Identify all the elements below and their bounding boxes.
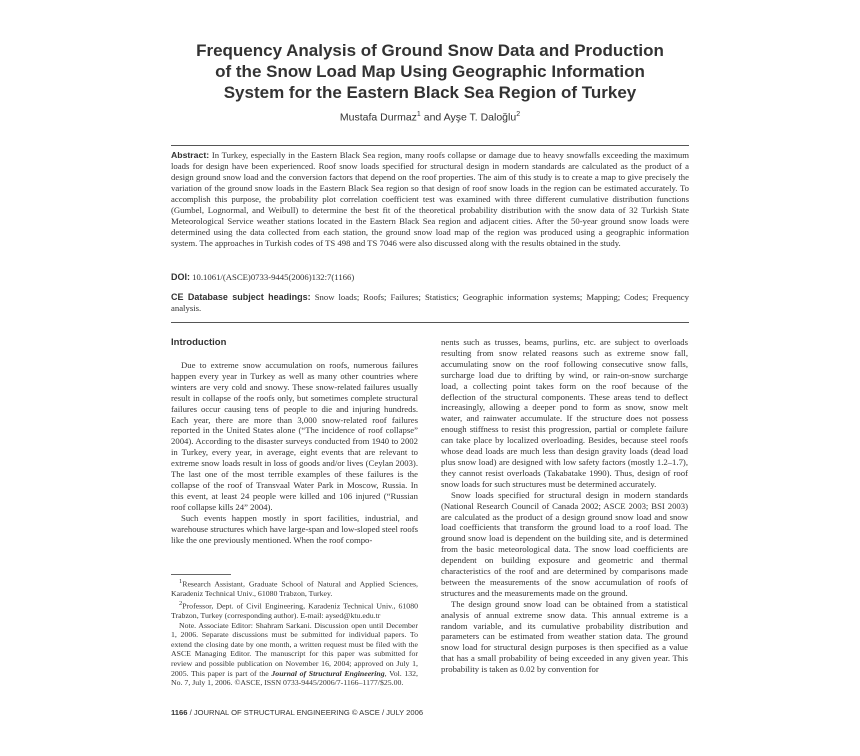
footer-journal: / JOURNAL OF STRUCTURAL ENGINEERING © ASCE / JULY 2006 (187, 708, 424, 717)
author-line (0, 111, 860, 124)
author-2: Ayşe T. Daloğlu (443, 111, 517, 124)
author-1-affiliation: 1 (416, 111, 421, 118)
doi-value: 10.1061/(ASCE)0733-9445(2006)132:7(1166) (192, 272, 355, 282)
paragraph: Snow loads specified for structural design in modern standards (National Research Council of Canada 2002; ASCE 2003; BSI 2003) are calculated as the product of a design ground snow load and snow load coefficients that transform the ground load to a roof load. The ground snow load is dependent on the building site, and is determined from the basic meteorological data. The snow load coefficients are dependent on building exposure and geometric and thermal characteristics of the roof and are determined by comparisons made between the measurements of the snow accumulation of roofs of structures and the measurements made on the ground. (441, 489, 688, 598)
footnote-2-text: Professor, Dept. of Civil Engineering, Karadeniz Technical Univ., 61080 Trabzon, Turkey (corresponding author). E-mail: aysed@ktu.edu.tr (171, 601, 418, 620)
ce-database-label: CE Database subject headings: (171, 292, 311, 302)
abstract-top-rule (171, 145, 689, 146)
author-2-affiliation: 2 (516, 111, 521, 118)
paragraph: The design ground snow load can be obtained from a statistical analysis of annual extreme snow data. This annual extreme is a random variable, and its cumulative probability distribution and parameters can be estimated from weather station data. The ground snow load for structural design purposes is then specified as a value that has a small probability of being exceeded in any given year. This probability is taken as 0.02 by convention for (441, 598, 688, 675)
paper-title (0, 40, 860, 103)
footnote-1-marker: 1 (179, 578, 183, 585)
editorial-note-text: Note. Associate Editor: Shahram Sarkani. Discussion open until December 1, 2006. Separate discussions must be submitted for individual papers. To extend the closing date by one month, a written request must be filed with the ASCE Managing Editor. The manuscript for this paper was submitted for review and possible publication on November 16, 2004; approved on July 1, 2005. This paper is part of the (171, 620, 418, 678)
title-line-1: Frequency Analysis of Ground Snow Data and Production (196, 41, 664, 60)
journal-name: Journal of Structural Engineering (271, 668, 385, 678)
footnote-1 (171, 577, 418, 599)
page-number: 1166 (171, 708, 188, 717)
paragraph: nents such as trusses, beams, purlins, etc. are subject to overloads resulting from snow related reasons such as extreme snow fall, accumulating snow on the roof following consecutive snow falls, surcharge load due to drifting by wind, or rain-on-snow surcharge load, a collecting point takes form on the roof because of the deflection of the structural components. These areas tend to deflect increasingly, allowing a deeper pond to form as snow, snow melt water, and rainwater accumulate. If the structure does not possess enough stiffness to resist this progression, partial or complete failure can take place by localized overloading. Besides, because steel roofs whose dead loads are much less than design gravity loads (dead load plus snow load) are designed with low safety factors (mostly 1.2–1.7), they cannot resist overloads (Takabatake 1990). Thus, design of roof snow loads for such structures must be determined accurately. (441, 337, 688, 489)
footnote-2-marker: 2 (179, 599, 183, 607)
left-column (171, 360, 418, 545)
author-conjunction: and (423, 111, 442, 124)
paragraph: Due to extreme snow accumulation on roofs, numerous failures happen every year in Turkey as well as many other countries where winters are very cold and snowy. These snow-related failures usually result in collapse of the roofs only, but sometimes complete structural failures occur causing tens of people to die and injuring hundreds. Each year, there are more than 3,000 snow-related roof failures reported in the United States alone (“The incidence of roof collapse” 2004). According to the disaster surveys conducted from 1940 to 2002 in Turkey, every year, in average, eight events that are relevant to extreme snow loads result in loss of goods and/or lives (Ceylan 2003). The last one of the most terrible examples of these failures is the collapse of the roof of Transvaal Water Park in Moscow, Russia. In this event, at least 24 people were killed and 106 injured (“Russian roof collapse kills 24” 2004). (171, 360, 418, 512)
abstract-bottom-rule (171, 322, 689, 323)
editorial-note-issn: , Vol. 132, No. 7, July 1, 2006. ©ASCE, ISSN 0733-9445/2006/7-1166–1177/$25.00. (171, 668, 418, 688)
doi-label: DOI: (171, 272, 190, 282)
title-line-3: System for the Eastern Black Sea Region of Turkey (223, 83, 637, 102)
footnote-1-text: Research Assistant, Graduate School of Natural and Applied Sciences, Karadeniz Technical Univ., 61080 Trabzon, Turkey. (171, 579, 418, 599)
footnotes (171, 577, 418, 688)
right-column (441, 337, 688, 675)
footnote-2 (171, 599, 418, 621)
footnote-rule (171, 574, 231, 575)
page-footer (171, 708, 423, 717)
abstract-text: In Turkey, especially in the Eastern Black Sea region, many roofs collapse or damage due to heavy snowfalls exceeding the maximum loads for design have been experienced. Roof snow loads specified for structural design in modern standards are calculated as the product of a design ground snow load and the conversion factors that depend on the roof properties. The aim of this study is to create a map to give precisely the variation of the ground snow loads in the Eastern Black Sea region so that design of roof snow loads in the region can be estimated accurately. To accomplish this purpose, the probability plot correlation coefficient test was examined with three different cumulative distribution functions (Gumbel, Lognormal, and Weibull) to determine the best fit of the theoretical probability distribution with the snow data of 32 Turkish State Meteorological Service weather stations located in the Eastern Black Sea region and adjacent cities. After the 50-year ground snow loads were determined using the data collected from each station, the ground snow load map of the region was produced using a geographic information system. The approaches in Turkish codes of TS 498 and TS 7046 were also discussed along with the results obtained in the study. (171, 150, 690, 248)
paragraph: Such events happen mostly in sport facilities, industrial, and warehouse structures which have large-span and low-sloped steel roofs like the one previously mentioned. When the roof compo- (171, 512, 418, 545)
ce-database-headings (171, 292, 689, 314)
author-1: Mustafa Durmaz (339, 111, 417, 124)
doi (171, 272, 689, 282)
section-heading-introduction: Introduction (171, 337, 227, 348)
abstract (171, 150, 689, 249)
ce-database-value: Snow loads; Roofs; Failures; Statistics; Geographic information systems; Mapping; Codes; Frequency analysis. (171, 292, 690, 313)
title-line-2: of the Snow Load Map Using Geographic Information (215, 62, 645, 81)
abstract-label: Abstract: (171, 150, 210, 160)
editorial-note (171, 621, 418, 688)
